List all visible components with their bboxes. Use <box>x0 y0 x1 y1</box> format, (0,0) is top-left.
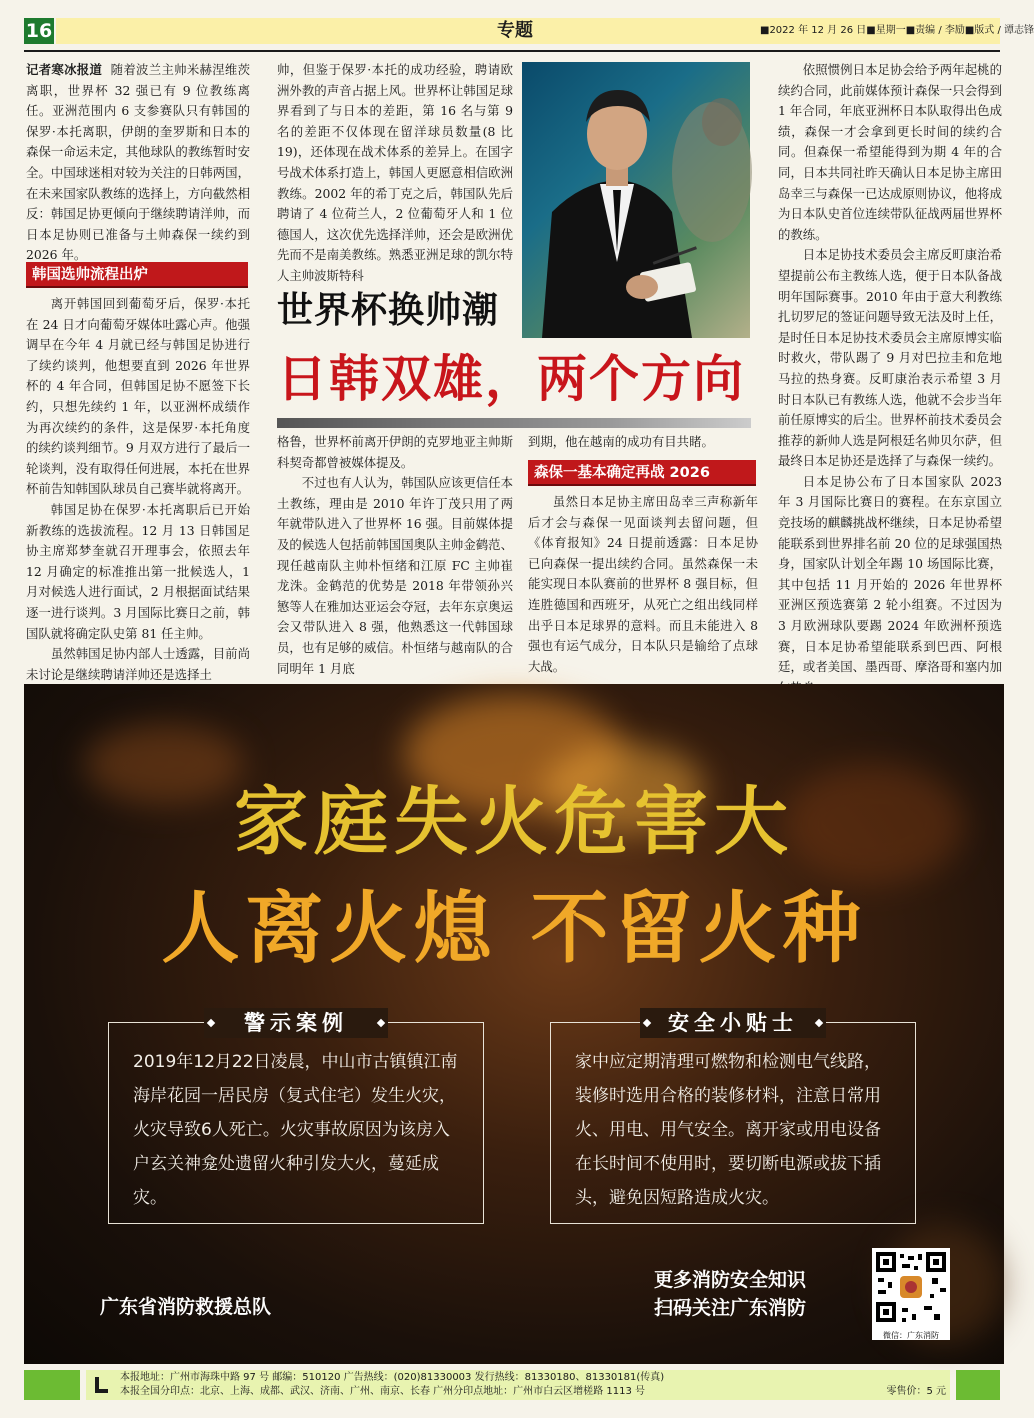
section-heading-korea: 韩国选帅流程出炉 <box>26 262 248 288</box>
article-column-2-bottom <box>277 432 513 676</box>
safety-tips-title: 安全小贴士 <box>668 1011 798 1035</box>
headline-secondary: 日韩双雄，两个方向 <box>277 349 745 408</box>
safety-tips-box <box>550 1022 916 1224</box>
header-rule <box>24 50 1000 52</box>
intro-paragraph <box>26 60 250 266</box>
qr-prompt-line-2: 扫码关注广东消防 <box>654 1297 807 1319</box>
footer-print-line: 本报全国分印点：北京、上海、成都、武汉、济南、广州、南京、长春 广州分印点地址：广州市白云区增槎路 1113 号 <box>120 1386 645 1397</box>
organization-name: 广东省消防救援总队 <box>100 1296 272 1318</box>
qr-pattern <box>872 1248 950 1326</box>
ad-headline-1: 家庭失火危害大 <box>234 779 794 865</box>
reporter-byline: 记者寒冰报道 <box>26 62 103 77</box>
diamond-icon <box>377 1019 385 1027</box>
footer-info <box>86 1370 950 1400</box>
wechat-qr-code[interactable] <box>872 1248 950 1340</box>
footer-price: 零售价：5 元 <box>886 1386 946 1397</box>
article-column-3-body <box>528 492 758 674</box>
coach-photo <box>522 62 750 338</box>
warning-case-box <box>108 1022 484 1224</box>
warning-case-text: 2019年12月22日凌晨，中山市古镇镇江南海岸花园一居民房（复式住宅）发生火灾，火灾导致6人死亡。火灾事故原因为该房入户玄关神龛处遗留火种引发大火，蔓延成灾。 <box>133 1052 458 1208</box>
headline-rule <box>277 418 751 428</box>
page-number: 16 <box>25 20 53 42</box>
warning-case-title-wrap <box>204 1008 388 1038</box>
article-column-3-top <box>528 432 758 454</box>
issue-meta: ■2022 年 12 月 26 日■星期一■责编 / 李励■版式 / 谭志锋 <box>760 25 1034 36</box>
paragraph: 格鲁，世界杯前离开伊朗的克罗地亚主帅斯科契奇都曾被媒体提及。 <box>277 434 513 470</box>
article-column-1 <box>26 60 251 263</box>
intro-text: 随着波兰主帅米赫涅维茨离职，世界杯 32 强已有 9 位教练离任。亚洲范围内 6 支参赛队只有韩国的保罗·本托离职，伊朗的奎罗斯和日本的森保一命运未定，其他球队的教练暂时安全。中国球迷相对较为关注的日韩两国，在未来国家队教练的选择上，方向截然相反：韩国足协更倾向于继续聘请洋帅，而日本足协则已准备与土帅森保一续约到 2026 年。 <box>26 62 251 263</box>
diamond-icon <box>815 1019 823 1027</box>
article-column-1-body <box>26 294 250 682</box>
paragraph: 日本足协技术委员会主席反町康治希望提前公布主教练人选，便于日本队备战明年国际赛事。2010 年由于意大利教练扎切罗尼的签证问题导致无法及时上任，是时任日本足协技术委员会主席原博实临时救火，带队踢了 9 月对巴拉圭和危地马拉的热身赛。反町康治表示希望 3 月时日本队已有教练人选，他就不会步当年前任原博实的后尘。世界杯前技术委员会推荐的新帅人选是阿根廷名帅贝尔萨，但最终日本足协还是选择了与森保一续约。 <box>778 247 1002 469</box>
paragraph: 日本足协公布了日本国家队 2023 年 3 月国际比赛日的赛程。在东京国立竞技场的麒麟挑战杯继续，日本足协希望能联系到世界排名前 20 位的足球强国热身，国家队计划全年踢 10 场国际比赛，其中包括 11 月开始的 2026 年世界杯亚洲区预选赛第 2 轮小组赛。不过因为 3 月欧洲球队要踢 2024 年欧洲杯预选赛，日本足协希望能联系到巴西、阿根廷，或者美国、墨西哥、摩洛哥和塞内加 <box>778 473 1002 675</box>
paragraph: 依照惯例日本足协会给予两年起桃的续约合同，此前媒体预计森保一只会得到 1 年合同，年底亚洲杯日本队取得出色成绩，森保一才会拿到更长时间的续约合同。但森保一希望能得到为期 4 年的合同，日本共同社昨天确认日本足协主席田岛幸三与森保一已达成原则协议，他将成为日本队史首位连续带队征战两届世界杯的教练。 <box>778 62 1002 242</box>
diamond-icon <box>207 1019 215 1027</box>
coach-illustration <box>522 62 750 338</box>
fire-safety-ad <box>24 684 1004 1364</box>
section-heading-japan: 森保一基本确定再战 2026 <box>528 460 756 486</box>
paragraph: 韩国足协在保罗·本托离职后已开始新教练的选拔流程。12 月 13 日韩国足协主席郑梦奎就召开理事会，依照去年 12 月确定的标准推出第一批候选人，1 月对候选人进行面试，2 月根据面试结果逐一进行谈判。3 月国际比赛日之前，韩国队就将确定队史第 81 任主帅。 <box>26 501 250 641</box>
paragraph: 到期，他在越南的成功有目共睹。 <box>528 434 714 449</box>
article-column-4 <box>778 60 1002 675</box>
headline-primary: 世界杯换帅潮 <box>277 290 500 331</box>
paragraph: 不过也有人认为，韩国队应该更信任本土教练，理由是 2010 年许丁茂只用了两年就带队进入了世界杯 16 强。目前媒体提及的候选人包括前韩国国奥队主帅金鹤范、现任越南队主帅朴恒绪和江原 FC 主帅崔龙洙。金鹤范的优势是 2018 年带领孙兴慜等人在雅加达亚运会夺冠，去年东京奥运会又带队进入 8 强，他熟悉这一代韩国球员，也有足够的威信。朴恒绪与越南队的合同明年 1 月底 <box>277 475 513 676</box>
article-column-2-top <box>277 60 513 283</box>
footer-address-line: 本报地址：广州市海珠中路 97 号 邮编：510120 广告热线：(020)81330003 发行热线：81330180、81330181(传真) <box>120 1372 665 1383</box>
warning-case-title: 警示案例 <box>244 1011 348 1035</box>
paragraph: 虽然韩国足协内部人士透露，目前尚未讨论是继续聘请洋帅还是选择土 <box>26 646 250 682</box>
qr-caption: 微信：广东消防 <box>883 1331 939 1340</box>
section-title: 专题 <box>497 20 533 41</box>
paragraph: 虽然日本足协主席田岛幸三声称新年后才会与森保一见面谈判去留问题，但《体育报知》24 日提前透露：日本足协已向森保一提出续约合同。虽然森保一未能实现日本队赛前的世界杯 8 强目标，但连胜德国和西班牙，从死亡之组出线同样出乎日本足球界的意料。而且未能进入 8 强也有运气成分，日本队只是输给了点球大战。 <box>528 494 758 674</box>
safety-tips-title-wrap <box>640 1008 826 1038</box>
paragraph: 离开韩国回到葡萄牙后，保罗·本托在 24 日才向葡萄牙媒体吐露心声。他强调早在今年 4 月就已经与韩国足协进行了续约谈判，他想要直到 2026 年世界杯的 4 年合同，但韩国足协不愿签下长约，只想先续约 1 年，以亚洲杯成绩作为再次续约的条件，这是保罗·本托角度的续约谈判细节。9 月双方进行了最后一轮谈判，没有取得任何进展，本托在世界杯前告知韩国队球员自己赛毕就将离开。 <box>26 296 250 497</box>
footer-right-band <box>956 1370 1000 1400</box>
diamond-icon <box>643 1019 651 1027</box>
safety-tips-text: 家中应定期清理可燃物和检测电气线路，装修时选用合格的装修材料，注意日常用火、用电、用气安全。离开家或用电设备在长时间不使用时，要切断电源或拔下插头，避免因短路造成火灾。 <box>575 1052 881 1208</box>
phone-icon <box>92 1375 110 1395</box>
ad-headline-2: 人离火熄 不留火种 <box>161 884 867 974</box>
paragraph: 帅，但鉴于保罗·本托的成功经验，聘请欧洲外教的声音占据上风。世界杯让韩国足球界看到了与日本的差距，第 16 名与第 9 名的差距不仅体现在留洋球员数量(8 比 19)，还体现在战术体系的差异上。在国字号战术体系打造上，韩国人更愿意相信欧洲教练。2002 年的希丁克之后，韩国队先后聘请了 4 位荷兰人，2 位葡萄牙人和 1 位德国人，这次优先选择洋帅，还会是欧洲优先而不是南美教练。熟悉亚洲足球的凯尔特人主帅波斯特科 <box>277 62 513 283</box>
qr-prompt-line-1: 更多消防安全知识 <box>654 1269 807 1291</box>
footer-left-band <box>24 1370 80 1400</box>
